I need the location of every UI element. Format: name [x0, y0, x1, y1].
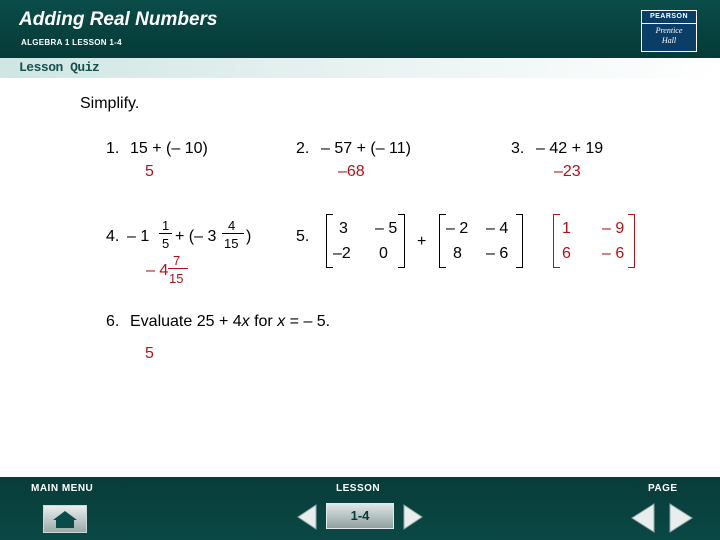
lesson-number-button[interactable]: 1-4 [326, 503, 394, 529]
problem-3-answer: –23 [554, 163, 581, 180]
page-label: PAGE [648, 483, 678, 494]
page-prev-icon[interactable] [628, 502, 658, 534]
problem-6-part-c: = – 5. [285, 313, 331, 330]
matrix-plus-sign: + [417, 233, 427, 250]
problem-6-part-b: for [249, 313, 278, 330]
answer-matrix-cell: – 6 [602, 245, 625, 262]
matrix1-cell: 0 [379, 245, 388, 262]
matrix2-cell: – 6 [486, 245, 509, 262]
home-icon [44, 506, 86, 532]
problem-2-answer: –68 [338, 163, 365, 180]
answer-matrix-left-bracket [553, 214, 560, 268]
problem-4-frac2-den: 15 [224, 236, 239, 251]
matrix2-cell: – 4 [486, 220, 509, 237]
problem-2-expression: – 57 + (– 11) [321, 140, 411, 157]
problem-1-answer: 5 [145, 163, 154, 180]
problem-4-close: ) [246, 228, 252, 245]
problem-6-answer: 5 [145, 345, 154, 362]
problem-2-number: 2. [296, 140, 310, 157]
matrix2-cell: – 2 [446, 220, 469, 237]
answer-matrix-cell: 6 [562, 245, 571, 262]
lesson-prev-icon[interactable] [294, 503, 320, 531]
publisher-logo [641, 10, 697, 52]
problem-6-number: 6. [106, 313, 120, 330]
logo-line2: Hall [661, 36, 677, 45]
problem-1-expression: 15 + (– 10) [130, 140, 208, 157]
problem-4-frac1-den: 5 [162, 236, 170, 251]
main-menu-button[interactable] [43, 505, 87, 533]
section-bar [0, 58, 720, 78]
problem-4-answer-num: 7 [173, 253, 181, 268]
matrix1-cell: 3 [339, 220, 348, 237]
matrix2-left-bracket [439, 214, 446, 268]
matrix1-left-bracket [326, 214, 333, 268]
problem-4-answer-den: 15 [169, 271, 184, 286]
logo-line1: Prentice [655, 26, 683, 35]
problem-4-number: 4. [106, 228, 120, 245]
problem-3-number: 3. [511, 140, 525, 157]
problem-1-number: 1. [106, 140, 120, 157]
lesson-next-icon[interactable] [400, 503, 426, 531]
instruction-text: Simplify. [80, 95, 140, 112]
lesson-subtitle: ALGEBRA 1 LESSON 1-4 [21, 38, 122, 47]
problem-6-var: x [241, 313, 250, 330]
problem-6-var2: x [277, 313, 286, 330]
problem-6-part-a: Evaluate 25 + 4 [130, 313, 242, 330]
main-menu-label: MAIN MENU [31, 483, 94, 494]
matrix1-cell: –2 [333, 245, 351, 262]
problem-4-mid: + (– 3 [175, 228, 217, 245]
problem-4-lead: – 1 [127, 228, 150, 245]
answer-matrix-cell: 1 [562, 220, 571, 237]
header-bar [0, 0, 720, 58]
matrix1-right-bracket [398, 214, 405, 268]
page-next-icon[interactable] [666, 502, 696, 534]
section-label: Lesson Quiz [19, 60, 100, 75]
problem-4-answer-whole: – 4 [146, 262, 169, 279]
problem-4-frac2-bar [222, 233, 244, 234]
page-title: Adding Real Numbers [19, 9, 218, 30]
answer-matrix-cell: – 9 [602, 220, 625, 237]
problem-4-frac2-num: 4 [228, 218, 236, 233]
problem-4-frac1-bar [159, 233, 172, 234]
problem-3-expression: – 42 + 19 [536, 140, 604, 157]
problem-4-frac1-num: 1 [162, 218, 170, 233]
matrix2-right-bracket [516, 214, 523, 268]
lesson-label: LESSON [336, 483, 381, 494]
logo-bottom-text [642, 26, 696, 46]
problem-6-expression [130, 313, 330, 331]
logo-top-text: PEARSON [642, 11, 696, 24]
problem-5-number: 5. [296, 228, 310, 245]
problem-4-answer-bar [168, 268, 188, 269]
matrix2-cell: 8 [453, 245, 462, 262]
answer-matrix-right-bracket [628, 214, 635, 268]
matrix1-cell: – 5 [375, 220, 398, 237]
